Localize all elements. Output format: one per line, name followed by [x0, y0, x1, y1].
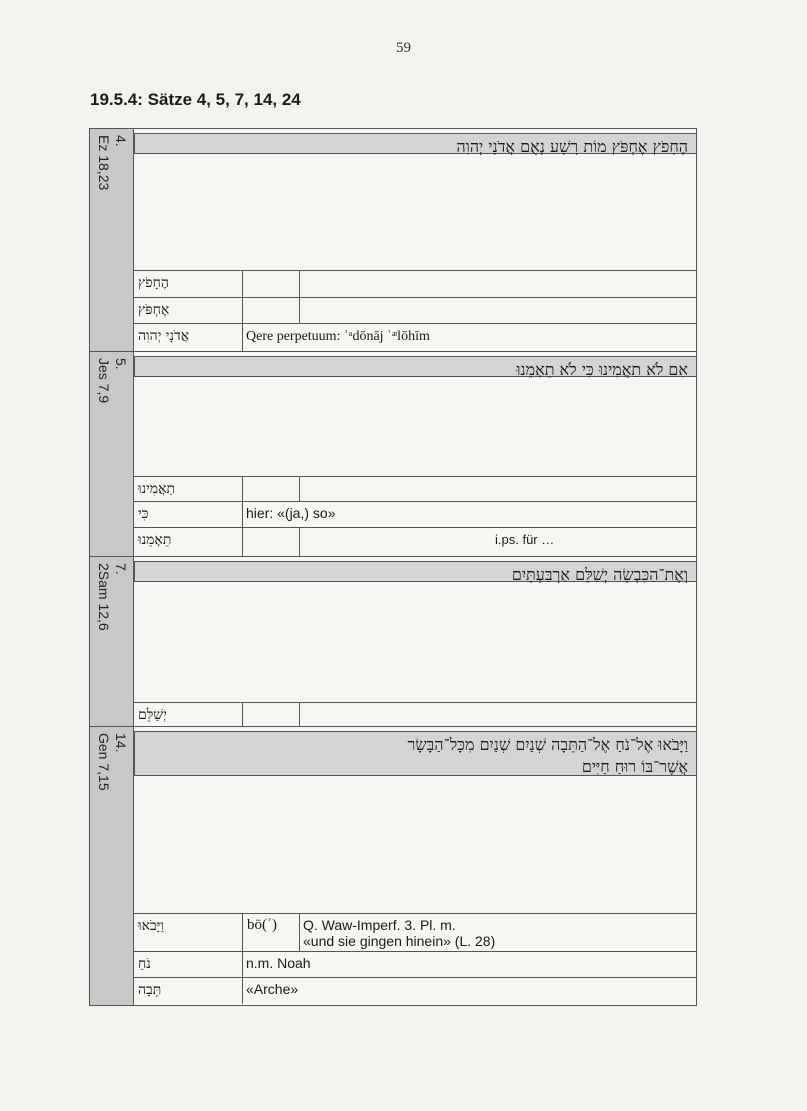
section-heading: 19.5.4: Sätze 4, 5, 7, 14, 24: [90, 90, 301, 109]
note-cell: [243, 324, 696, 351]
exercise-sentence-14: [90, 727, 696, 1005]
hebrew-verse: הֶחָפֹץ אֶחְפֹּץ מוֹת רָשָׁע נְאֻם אֲדֹנָי יְהוִה: [134, 133, 696, 154]
note-cell: [243, 978, 696, 1004]
bible-reference: Jes 7,9: [96, 358, 112, 404]
root-cell: bō(ʾ): [243, 914, 300, 951]
translation-area[interactable]: [134, 776, 696, 914]
note-text: n.m. Noah: [246, 955, 311, 971]
sentence-label-column: [90, 129, 134, 351]
vocabulary-row: [134, 952, 696, 978]
note-cell: [300, 528, 696, 556]
note-cell[interactable]: [300, 703, 696, 727]
note-text: «und sie gingen hinein» (L. 28): [303, 933, 496, 949]
vocabulary-row: [134, 298, 696, 324]
vocabulary-row: [134, 703, 696, 727]
hebrew-word: תַאֲמִינוּ: [134, 477, 243, 501]
exercise-sentence-7: [90, 557, 696, 727]
translation-area[interactable]: [134, 582, 696, 703]
sentence-label-column: [90, 727, 134, 1005]
hebrew-word: כִּי: [134, 502, 243, 527]
translation-area[interactable]: [134, 154, 696, 271]
hebrew-verse: [134, 731, 696, 776]
sentence-number: 14.: [113, 733, 129, 753]
note-cell[interactable]: [300, 477, 696, 501]
hebrew-word: וַיָּבֹאוּ: [134, 914, 243, 951]
hebrew-word: יְשַׁלֵּם: [134, 703, 243, 727]
root-cell[interactable]: [243, 528, 300, 556]
exercise-sentence-5: [90, 352, 696, 557]
vocabulary-row: [134, 914, 696, 952]
root-cell[interactable]: [243, 477, 300, 501]
bible-reference: Gen 7,15: [96, 733, 112, 791]
hebrew-word: תֵאָמֵנוּ: [134, 528, 243, 556]
note-cell: [300, 914, 696, 951]
vocabulary-row: [134, 528, 696, 556]
note-cell: [243, 502, 696, 527]
hebrew-verse: אִם לֹא תַאֲמִינוּ כִּי לֹא תֵאָמֵנוּ: [134, 356, 696, 377]
root-cell[interactable]: [243, 298, 300, 323]
note-text: hier: «(ja,) so»: [246, 505, 336, 521]
bible-reference: 2Sam 12,6: [96, 563, 112, 631]
note-cell: [243, 952, 696, 977]
note-cell[interactable]: [300, 271, 696, 297]
note-cell[interactable]: [300, 298, 696, 323]
root-cell[interactable]: [243, 271, 300, 297]
vocabulary-row: [134, 477, 696, 502]
root-cell[interactable]: [243, 703, 300, 727]
note-text: Qere perpetuum: ʾᵃdōnāj ʾᵆlōhīm: [246, 329, 430, 344]
bible-reference: Ez 18,23: [96, 135, 112, 191]
hebrew-word: אֶחְפֹּץ: [134, 298, 243, 323]
vocabulary-row: [134, 324, 696, 351]
hebrew-word: נֹחַ: [134, 952, 243, 977]
sentence-number: 4.: [113, 135, 129, 147]
sentence-number: 5.: [113, 358, 129, 370]
sentence-number: 7.: [113, 563, 129, 575]
verse-line: וַיָּבֹאוּ אֶל־נֹחַ אֶל־הַתֵּבָה שְׁנַיִם שְׁנַיִם מִכָּל־הַבָּשָׂר: [407, 735, 688, 754]
exercise-sentence-4: [90, 129, 696, 352]
note-text: «Arche»: [246, 981, 299, 997]
sentence-label-column: [90, 557, 134, 726]
vocabulary-row: [134, 978, 696, 1004]
exercise-worksheet: [89, 128, 697, 1006]
translation-area[interactable]: [134, 377, 696, 477]
hebrew-word: אֲדֹנָי יְהוִה: [134, 324, 243, 351]
vocabulary-row: [134, 502, 696, 528]
note-text: i.ps. für …: [495, 532, 555, 547]
vocabulary-row: [134, 271, 696, 298]
verse-line: אֲשֶׁר־בּוֹ רוּחַ חַיִּים: [581, 757, 688, 776]
note-text: Q. Waw-Imperf. 3. Pl. m.: [303, 917, 456, 933]
sentence-label-column: [90, 352, 134, 556]
hebrew-word: הֶחָפֹץ: [134, 271, 243, 297]
hebrew-verse: וְאֶת־הַכִּבְשָׂה יְשַׁלֵּם אַרְבַּעְתָּיִם: [134, 561, 696, 582]
hebrew-word: תֵּבָה: [134, 978, 243, 1004]
page-number: 59: [396, 40, 411, 56]
